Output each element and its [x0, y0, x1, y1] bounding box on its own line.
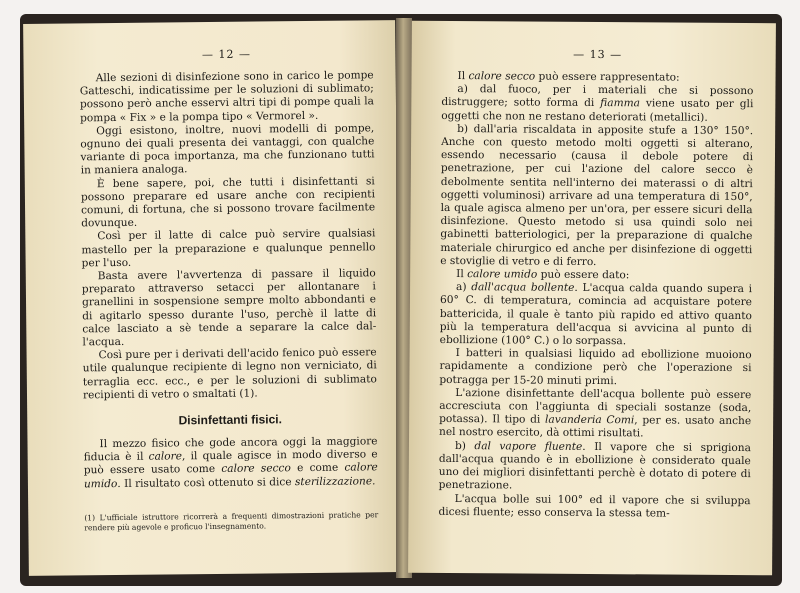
left-page	[23, 20, 401, 576]
text: b)	[454, 439, 475, 452]
text: a) dal fuoco, per i materiali che si possono distruggere; sotto forma di	[441, 83, 754, 110]
paragraph	[441, 83, 753, 125]
page-number-right: — 13 —	[573, 47, 623, 62]
italic-text: calore secco	[221, 462, 291, 476]
italic-text: fiamma	[600, 97, 641, 110]
paragraph: Oggi esistono, inoltre, nuovi modelli di pompe, ognuno dei quali presenta dei vantaggi, con qualche variante di poca importanza, ma che funzionano tutti in maniera analoga.	[80, 122, 375, 177]
book	[20, 14, 782, 586]
italic-text: dal vapore fluente	[474, 439, 583, 453]
text: . Il risultato così ottenuto si dice	[117, 475, 296, 490]
paragraph: L'acqua bolle sui 100° ed il vapore che si sviluppa dicesi fluente; esso conserva la stessa tem-	[438, 492, 751, 520]
text: L'azione disinfettante dell'acqua bollente può essere accresciuta con l'aggiunta di speciali sostanze (soda, potassa). Il tipo di	[439, 386, 752, 426]
paragraph	[440, 281, 752, 349]
text: . Il vapore che si sprigiona dall'acqua quando è in ebollizione è considerato quale uno dei migliori disinfettanti perchè è dotato di potere di penetrazione.	[438, 440, 751, 492]
paragraph: b) dall'aria riscaldata in apposite stufe a 130° 150°. Anche con questo metodo molti oggetti si alterano, essendo necessario (causa il debole potere di penetrazione, per cui l'azione del calore secco è debolmente sentita nell'interno dei materassi o di altri oggetti voluminosi) arrivare ad una temperatura di 150°, la quale agisca almeno per un'ora, per essere sicuri della disinfezione. Questo metodo si usa quindi solo nei gabinetti batteriologici, per la preparazione di qualche materiale chirurgico ed anche per disinfezione di oggetti e stoviglie di vetro e di ferro.	[440, 122, 754, 268]
text: . L'acqua calda quando supera i 60° C. di temperatura, comincia ad acquistare potere battericida, il quale è tanto più rapido ed attivo quanto più la temperatura dell'acqua si avvicina al punto di ebollizione (100° C.) o lo sorpassa.	[439, 282, 753, 348]
paragraph	[439, 440, 751, 495]
text: , il quale agisce in modo diverso e può essere usato come	[83, 448, 378, 477]
text: Il	[456, 268, 468, 281]
paragraph: Basta avere l'avvertenza di passare il liquido preparato attraverso setacci per allontanare i granellini in sospensione sempre molto abbondanti e di agitarlo spesso durante l'uso, perchè il latte di calce lasciato a sè tende a separare la calce dal-l'acqua.	[81, 267, 377, 349]
text: e come	[290, 462, 345, 475]
italic-text: calore	[148, 450, 183, 463]
italic-text: calore umido	[467, 268, 538, 281]
text: Il mezzo fisico che gode ancora oggi la maggiore fiducia è il	[83, 435, 378, 464]
paragraph	[83, 435, 378, 491]
paragraph: Così pure per i derivati dell'acido fenico può essere utile qualunque recipiente di legno non verniciato, di terraglia ecc. ecc., e per le soluzioni di sublimato recipienti di vetro o smaltati (1).	[82, 346, 377, 402]
text: può essere rappresentato:	[535, 70, 680, 84]
paragraph: I batteri in qualsiasi liquido ad ebollizione muoiono rapidamente a condizione però che l'operazione si potragga per 15-20 minuti primi.	[439, 347, 752, 387]
paragraph	[439, 387, 751, 442]
italic-text: lavanderia Comi	[544, 413, 635, 427]
text: a)	[456, 281, 472, 294]
text: , per es. usato anche nel nostro esercito, dà ottimi risultati.	[439, 414, 752, 440]
italic-text: calore umido	[83, 461, 378, 491]
paragraph: Alle sezioni di disinfezione sono in carico le pompe Gatteschi, indicatissime per le soluzioni di sublimato; possono però anche esservi altri tipi di pompe quali la pompa « Fix » e la pompa tipo « Vermorel ».	[79, 69, 375, 124]
text: .	[372, 474, 376, 488]
paragraph: È bene sapere, poi, che tutti i disinfettanti si possono preparare ed usare anche con recipienti comuni, di fortuna, che si possono trovare facilmente dovunque.	[80, 174, 376, 230]
page-number-left: — 12 —	[201, 47, 252, 62]
text: viene usato per gli oggetti che non ne restano deteriorati (metallici).	[441, 97, 754, 124]
italic-text: calore secco	[468, 70, 536, 83]
text: Il	[457, 70, 469, 83]
text: può essere dato:	[537, 268, 630, 282]
right-page	[408, 21, 776, 576]
paragraph: Così per il latte di calce può servire qualsiasi mastello per la preparazione e qualunque pennello per l'uso.	[81, 227, 376, 270]
footnote: (1) L'ufficiale istruttore ricorrerà a frequenti dimostrazioni pratiche per rendere più agevole e proficuo l'insegnamento.	[84, 510, 379, 533]
section-heading: Disinfettanti fisici.	[178, 412, 283, 428]
italic-text: dall'acqua bollente	[471, 281, 575, 295]
italic-text: sterilizzazione	[294, 475, 373, 488]
